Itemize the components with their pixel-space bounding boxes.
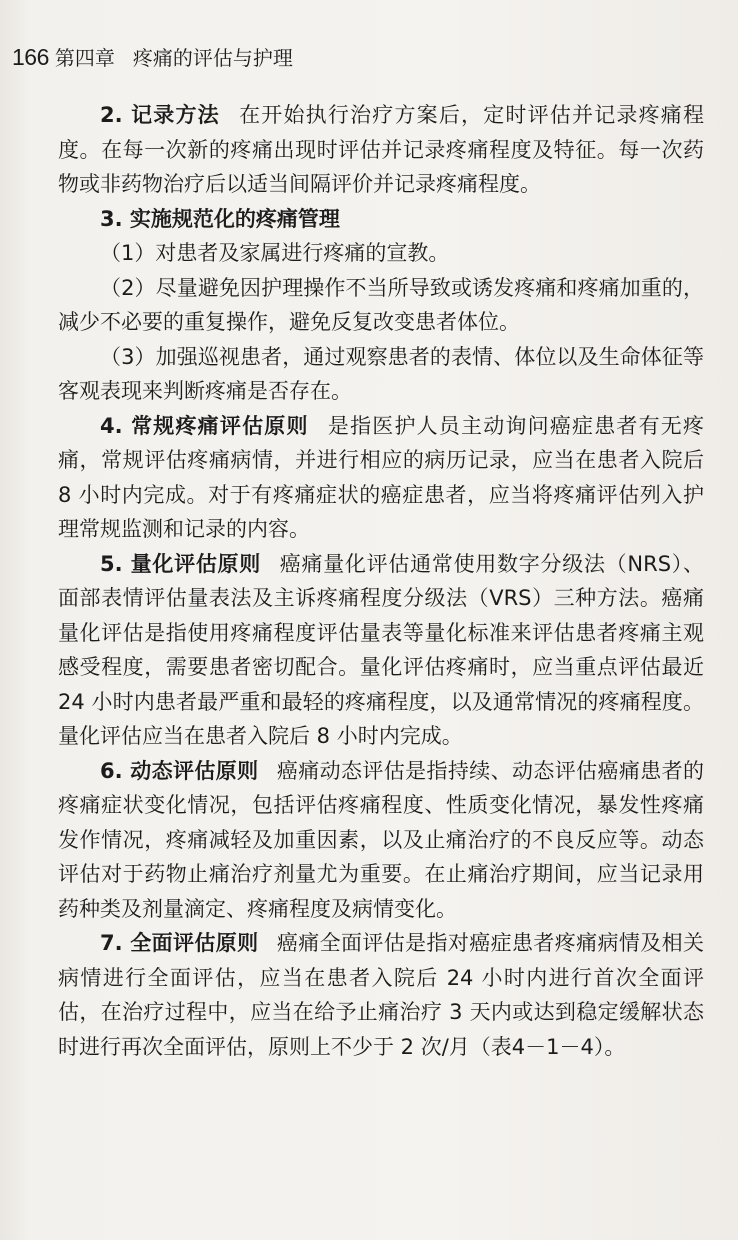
section-heading: 5. 量化评估原则 [100, 551, 262, 576]
section-body: 是指医护人员主动询问癌症患者有无疼痛，常规评估疼痛病情，并进行相应的病历记录，应当在患者入院后 8 小时内完成。对于有疼痛症状的癌症患者，应当将疼痛评估列入护理常规监测和记录的内容。 [58, 413, 705, 541]
section-quantitative-assessment [58, 547, 704, 754]
section-heading: 2. 记录方法 [100, 103, 220, 127]
list-item-text: （1）对患者及家属进行疼痛的宣教。 [100, 241, 450, 265]
section-heading: 3. 实施规范化的疼痛管理 [100, 206, 340, 231]
section-body: 癌痛动态评估是指持续、动态评估癌痛患者的疼痛症状变化情况，包括评估疼痛程度、性质变化情况，暴发性疼痛发作情况，疼痛减轻及加重因素，以及止痛治疗的不良反应等。动态评估对于药物止痛治疗剂量尤为重要。在止痛治疗期间，应当记录用药种类及剂量滴定、疼痛程度及病情变化。 [58, 758, 705, 921]
page-number: 166 [12, 44, 49, 70]
section-heading: 6. 动态评估原则 [100, 758, 259, 783]
section-dynamic-assessment [58, 754, 704, 927]
section-standardized-pain-management [58, 202, 704, 237]
list-item-text: （3）加强巡视患者，通过观察患者的表情、体位以及生命体征等客观表现来判断疼痛是否存在。 [58, 344, 704, 403]
body-text [58, 98, 704, 1064]
list-item [58, 236, 704, 271]
list-item [58, 271, 704, 340]
section-body: 癌痛全面评估是指对癌症患者疼痛病情及相关病情进行全面评估，应当在患者入院后 24 小时内进行首次全面评估，在治疗过程中，应当在给予止痛治疗 3 天内或达到稳定缓解状态时进行再次全面评估，原则上不少于 2 次/月（表4－1－4）。 [58, 931, 705, 1059]
running-header [12, 42, 293, 72]
section-heading: 7. 全面评估原则 [100, 931, 259, 955]
list-item-text: （2）尽量避免因护理操作不当所导致或诱发疼痛和疼痛加重的，减少不必要的重复操作，避免反复改变患者体位。 [58, 275, 704, 334]
section-recording-method [58, 98, 704, 202]
list-item [58, 340, 704, 409]
section-comprehensive-assessment [58, 926, 704, 1064]
section-body: 在开始执行治疗方案后，定时评估并记录疼痛程度。在每一次新的疼痛出现时评估并记录疼痛程度及特征。每一次药物或非药物治疗后以适当间隔评价并记录疼痛程度。 [58, 103, 705, 196]
section-routine-assessment [58, 409, 704, 547]
chapter-title: 疼痛的评估与护理 [132, 46, 293, 70]
section-heading: 4. 常规疼痛评估原则 [100, 413, 309, 438]
section-body: 癌痛量化评估通常使用数字分级法（NRS）、面部表情评估量表法及主诉疼痛程度分级法（VRS）三种方法。癌痛量化评估是指使用疼痛程度评估量表等量化标准来评估患者疼痛主观感受程度，需要患者密切配合。量化评估疼痛时，应当重点评估最近 24 小时内患者最严重和最轻的疼痛程度，以及通常情况的疼痛程度。量化评估应当在患者入院后 8 小时内完成。 [58, 551, 704, 748]
chapter-label: 第四章 [54, 46, 115, 70]
